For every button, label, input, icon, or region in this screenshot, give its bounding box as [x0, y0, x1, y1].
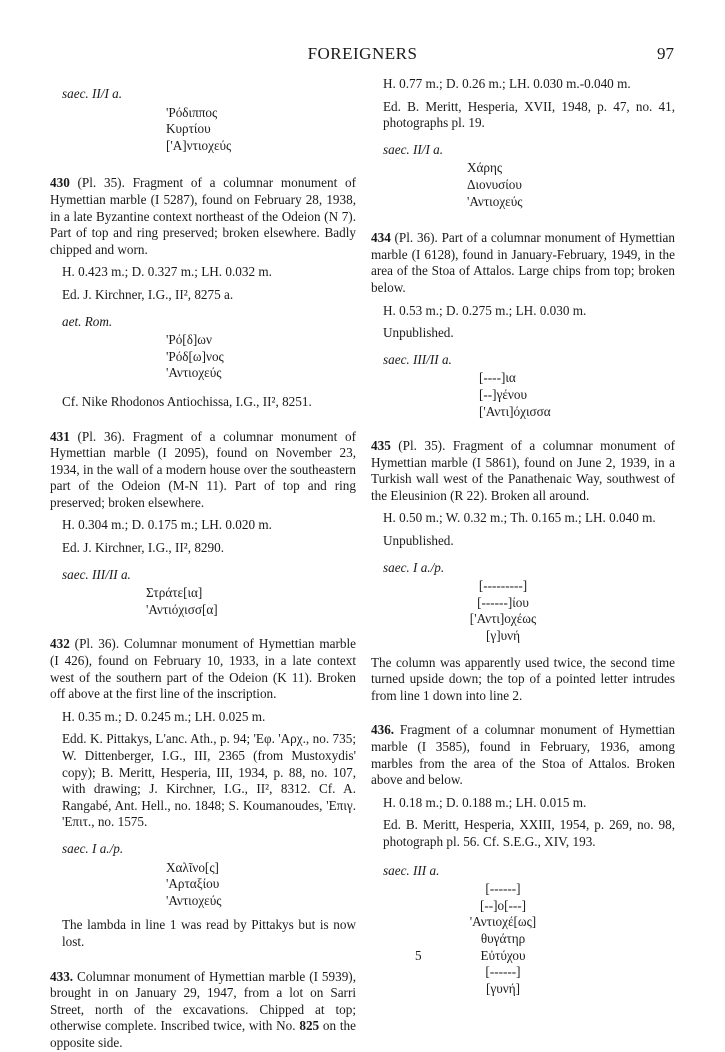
- edition: Ed. B. Meritt, Hesperia, XXIII, 1954, p. 269, no. 98, photograph pl. 56. Cf. S.E.G., XIV, 193.: [383, 817, 675, 849]
- inscription-line: 'Αρταξίου: [166, 876, 220, 892]
- inscription-line: Κυρτίου: [166, 121, 211, 137]
- inscription-line: [--]γένου: [479, 386, 528, 402]
- inscription-line: [--]ο[---]: [479, 897, 527, 913]
- edition: Ed. B. Meritt, Hesperia, XVII, 1948, p. 47, no. 41, photographs pl. 19.: [383, 98, 675, 131]
- entry-number: 436.: [371, 722, 395, 738]
- inscription-line: 'Αντιοχεύς: [467, 193, 523, 209]
- edition: Ed. J. Kirchner, I.G., II², 8275 a.: [62, 286, 234, 302]
- inscription: [146, 585, 356, 618]
- inscription-line: Χαλῖνο[ς]: [166, 859, 219, 875]
- line-number: 5: [415, 947, 422, 963]
- inscription-line: [γυνή]: [486, 980, 520, 996]
- entry-description-end: on the opposite side.: [50, 1018, 356, 1050]
- inscription: [166, 860, 356, 910]
- inscription-line: [γ]υνή: [486, 628, 520, 644]
- entry-434: [371, 230, 675, 296]
- right-column: [371, 76, 675, 997]
- entry-432: [50, 636, 356, 702]
- inscription: [479, 370, 675, 420]
- saec-label: saec. I a./p.: [62, 840, 124, 856]
- inscription-line: ['Αντι]όχισσα: [479, 403, 551, 419]
- publication-status: Unpublished.: [383, 533, 454, 549]
- inscription-line: 'Ρόδιππος: [166, 104, 218, 120]
- entry-number: 431: [50, 428, 70, 444]
- inscription-line: 'Ρόδ[ω]νος: [166, 348, 224, 364]
- inscription-line: Διονυσίου: [467, 176, 522, 192]
- entry-433: [50, 969, 356, 1052]
- entry-description: (Pl. 36). Columnar monument of Hymettian marble (I 426), found on February 10, 1933, in a late context west of the southern part of the Odeion (K 11). Broken off above at the first line of the inscription.: [50, 636, 356, 702]
- inscription: [453, 578, 553, 644]
- entry-number: 434: [371, 230, 391, 246]
- inscription: [166, 105, 356, 155]
- entry-description: (Pl. 36). Fragment of a columnar monument of Hymettian marble (I 2095), found on November 23, 1934, in the wall of a modern house over the southeastern part of the Odeion (M-N 11). Part of top and ring preserved; broken elsewhere.: [50, 428, 356, 510]
- note: The lambda in line 1 was read by Pittakys but is now lost.: [62, 917, 356, 949]
- entry-number: 432: [50, 636, 70, 652]
- dimensions: H. 0.35 m.; D. 0.245 m.; LH. 0.025 m.: [62, 708, 266, 724]
- saec-label: saec. III a.: [383, 862, 440, 878]
- dimensions: H. 0.50 m.; W. 0.32 m.; Th. 0.165 m.; LH. 0.040 m.: [383, 510, 656, 526]
- inscription-line: [------]: [485, 964, 521, 980]
- entry-description: Fragment of a columnar monument of Hymettian marble (I 3585), found in February, 1936, among marbles from the area of the Stoa of Attalos. Broken above and below.: [371, 722, 675, 788]
- saec-label: saec. II/I a.: [62, 86, 123, 101]
- inscription-line: [------]ίου: [477, 594, 529, 610]
- inscription: [467, 160, 675, 210]
- running-title: FOREIGNERS: [307, 44, 418, 63]
- edition: Ed. J. Kirchner, I.G., II², 8290.: [62, 540, 225, 556]
- dimensions: H. 0.304 m.; D. 0.175 m.; LH. 0.020 m.: [62, 517, 272, 533]
- inscription-line: Χάρης: [467, 160, 503, 176]
- inscription-line: ['Αντι]οχέως: [469, 611, 537, 627]
- entry-description: (Pl. 36). Part of a columnar monument of Hymettian marble (I 6128), found in January-February, 1949, in the area of the Stoa of Attalos. Large chips from top; broken below.: [371, 230, 675, 295]
- left-column: [50, 76, 356, 1052]
- entry-436: [371, 722, 675, 788]
- inscription-line: [----]ια: [479, 370, 516, 386]
- entry-number: 430: [50, 175, 70, 191]
- entry-description: (Pl. 35). Fragment of a columnar monument of Hymettian marble (I 5287), found on February 28, 1938, in a late Byzantine context northeast of the Odeion (N 7). Part of top and ring preserved; broken elsewhere. Badly chipped and worn.: [50, 175, 356, 257]
- inscription-line: [---------]: [478, 578, 528, 594]
- inscription: [415, 881, 555, 997]
- editions: Edd. K. Pittakys, L'anc. Ath., p. 94; 'Εφ. 'Αρχ., no. 735; W. Dittenberger, I.G., III, 2365 (from Mustoxydis' copy); B. Meritt, Hesperia, III, 1934, p. 88, no. 107, with drawing; J. Kirchner, I.G., II², 8312. Cf. A. Rangabé, Ant. Hell., no. 1848; S. Koumanoudes, 'Επιγ. 'Επιτ., no. 1575.: [62, 731, 356, 830]
- inscription-line-5: [415, 947, 555, 965]
- entry-number: 433.: [50, 968, 74, 984]
- inscription-line: 'Αντιοχέ[ως]: [469, 914, 537, 930]
- inscription-line: ['Α]ντιοχεύς: [166, 137, 232, 153]
- entry-431: [50, 429, 356, 512]
- inscription-line: 'Αντιοχεύς: [166, 365, 222, 381]
- entry-description: Columnar monument of Hymettian marble (I 5939), brought in on January 29, 1947, from a lot on Sarri Street, north of the excavations. Chipped at top; otherwise complete. Inscribed twice, with No.: [50, 968, 356, 1034]
- inscription-line: [------]: [485, 881, 521, 897]
- inscription-line: 'Αντιόχισσ[α]: [146, 601, 218, 617]
- publication-status: Unpublished.: [383, 325, 454, 341]
- inscription-line-text: Εὐτύχου: [480, 947, 526, 963]
- dimensions: H. 0.423 m.; D. 0.327 m.; LH. 0.032 m.: [62, 264, 272, 280]
- inscription-line: 'Αντιοχεύς: [166, 892, 222, 908]
- entry-description: (Pl. 35). Fragment of a columnar monument of Hymettian marble (I 5861), found on June 2, 1939, in a Turkish wall west of the Panathenaic Way, southwest of the Eleusinion (R 22). Broken all around.: [371, 438, 675, 503]
- entry-430: [50, 175, 356, 258]
- dimensions: H. 0.53 m.; D. 0.275 m.; LH. 0.030 m.: [383, 302, 587, 318]
- cross-ref-number: 825: [299, 1018, 320, 1034]
- inscription-line: Στράτε[ια]: [146, 585, 203, 601]
- saec-label: saec. I a./p.: [383, 559, 445, 575]
- saec-label: aet. Rom.: [62, 313, 113, 329]
- saec-label: saec. III/II a.: [383, 351, 452, 367]
- dimensions: H. 0.77 m.; D. 0.26 m.; LH. 0.030 m.-0.040 m.: [383, 76, 631, 91]
- inscription-line: 'Ρό[δ]ων: [166, 332, 212, 348]
- saec-label: saec. II/I a.: [383, 141, 444, 157]
- inscription-line: θυγάτηρ: [480, 930, 526, 946]
- entry-number: 435: [371, 438, 391, 454]
- saec-label: saec. III/II a.: [62, 566, 131, 582]
- entry-435: [371, 438, 675, 504]
- dimensions: H. 0.18 m.; D. 0.188 m.; LH. 0.015 m.: [383, 794, 587, 810]
- note: The column was apparently used twice, the second time turned upside down; the top of a pointed letter intrudes from line 1 down into line 2.: [371, 654, 675, 703]
- inscription: [166, 332, 356, 382]
- cross-reference: Cf. Nike Rhodonos Antiochissa, I.G., II², 8251.: [62, 393, 312, 409]
- page-number: 97: [657, 44, 674, 63]
